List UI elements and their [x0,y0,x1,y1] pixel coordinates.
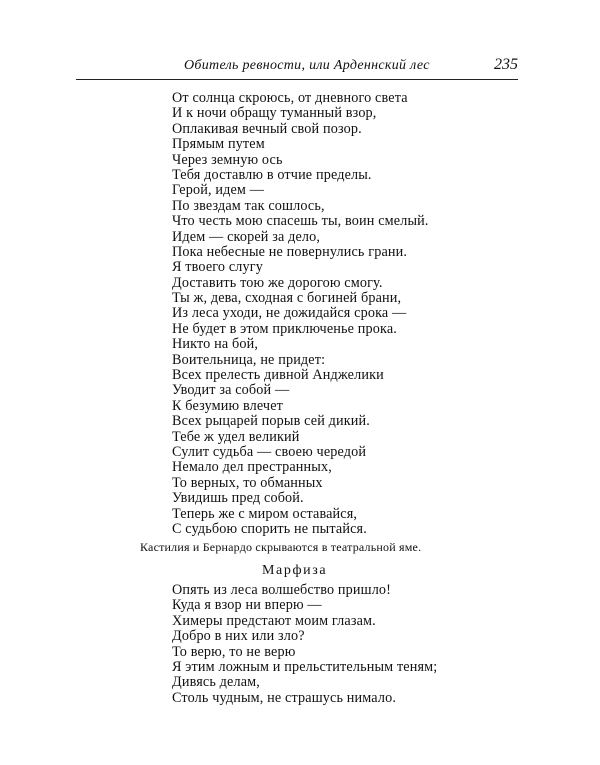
verse-line: Пока небесные не повернулись грани. [172,243,408,260]
verse-line: Идем — скорей за дело, [172,228,321,245]
verse-line: Всех рыцарей порыв сей дикий. [172,413,370,430]
verse-line: Что честь мою спасешь ты, воин смелый. [172,213,429,230]
verse-line: Через земную ось [172,151,283,168]
verse-line: Тебе ж удел великий [172,428,300,445]
page-number: 235 [494,56,518,73]
verse-line: Ты ж, дева, сходная с богиней брани, [172,290,402,307]
verse-line: Доставить тою же дорогою смогу. [172,274,383,291]
header-rule [76,79,518,80]
verse-line: По звездам так сошлось, [172,197,325,214]
running-title: Обитель ревности, или Арденнский лес [184,58,430,73]
verse-block-1 [172,91,429,537]
verse-line: Воительница, не придет: [172,351,326,368]
verse-line: Сулит судьба — своею чередой [172,443,367,460]
running-head [76,58,518,78]
verse-line: К безумию влечет [172,397,284,414]
verse-line: И к ночи обращу туманный взор, [172,105,377,122]
verse-line: Из леса уходи, не дожидайся срока — [172,305,407,322]
verse-line: Химеры предстают моим глазам. [172,612,376,629]
verse-block-2 [172,583,437,706]
verse-line: Никто на бой, [172,336,259,353]
verse-line: Уводит за собой — [172,382,290,399]
verse-line: То верю, то не верю [172,643,296,660]
verse-line: Немало дел престранных, [172,459,332,476]
verse-line: Прямым путем [172,136,265,153]
verse-line: Оплакивая вечный свой позор. [172,120,362,137]
verse-line: Тебя доставлю в отчие пределы. [172,166,372,183]
verse-line: Столь чудным, не страшусь нимало. [172,689,397,706]
verse-line: Дивясь делам, [172,674,260,691]
verse-line: То верных, то обманных [172,474,323,491]
verse-line: Куда я взор ни вперю — [172,597,322,614]
verse-line: Добро в них или зло? [172,628,305,645]
verse-line: Не будет в этом приключенье прока. [172,320,397,337]
verse-line: Я этим ложным и прельстительным теням; [172,658,438,675]
verse-line: Теперь же с миром оставайся, [172,505,358,522]
verse-line: С судьбою спорить не пытайся. [172,520,367,537]
speaker-name: Марфиза [262,563,328,578]
verse-line: Опять из леса волшебство пришло! [172,582,392,598]
verse-line: Герой, идем — [172,182,265,199]
verse-line: От солнца скроюсь, от дневного света [172,90,408,106]
verse-line: Всех прелесть дивной Анджелики [172,367,384,384]
verse-line: Я твоего слугу [172,259,263,276]
stage-direction: Кастилия и Бернардо скрываются в театральной яме. [140,540,422,554]
verse-line: Увидишь пред собой. [172,490,304,507]
